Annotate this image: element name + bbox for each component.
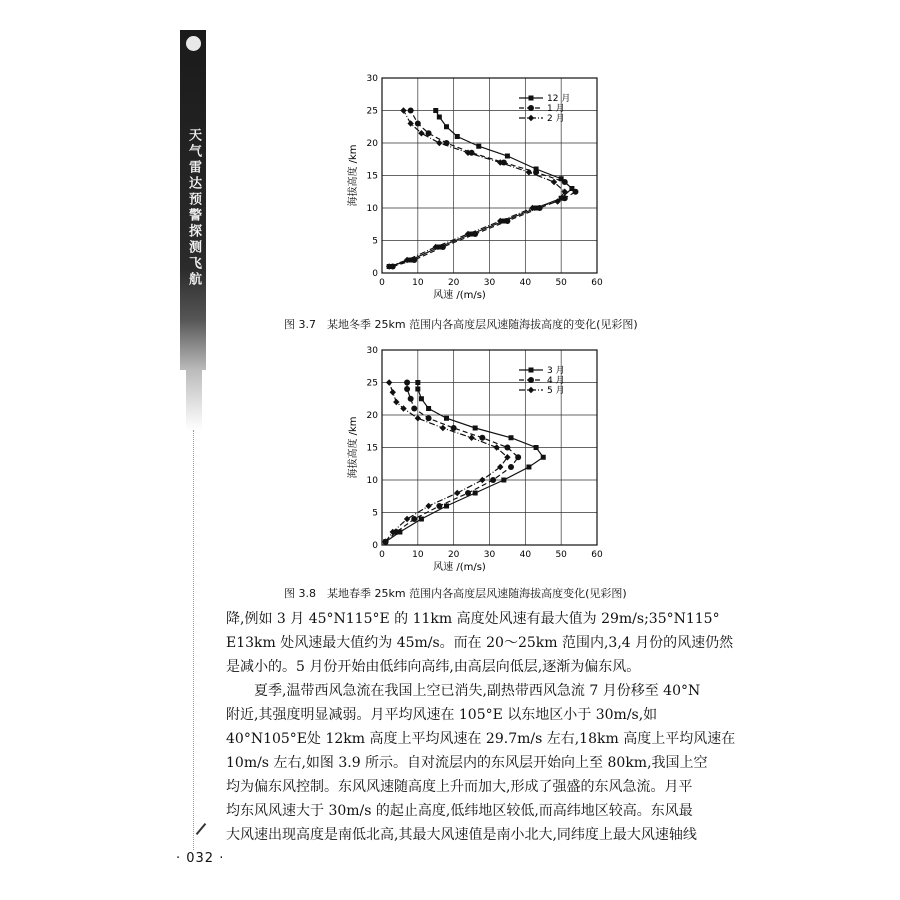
data-point bbox=[400, 107, 406, 113]
x-tick-label: 60 bbox=[591, 278, 603, 288]
chart-svg bbox=[340, 342, 620, 582]
y-tick-label: 30 bbox=[366, 346, 378, 356]
publisher-logo-icon bbox=[186, 36, 201, 51]
legend-label: 5 月 bbox=[547, 386, 565, 396]
data-point bbox=[404, 516, 410, 522]
x-tick-label: 0 bbox=[379, 550, 385, 560]
data-point bbox=[415, 387, 420, 392]
data-point bbox=[444, 124, 449, 129]
data-point bbox=[562, 195, 568, 201]
data-point bbox=[451, 425, 457, 431]
data-point bbox=[573, 189, 579, 195]
data-point bbox=[529, 96, 534, 101]
figure-3-7-chart bbox=[340, 70, 620, 310]
data-point bbox=[408, 396, 414, 402]
body-line: 夏季,温带西风急流在我国上空已消失,副热带西风急流 7 月份移至 40°N bbox=[254, 683, 701, 699]
body-line: 均为偏东风控制。东风风速随高度上升而加大,形成了强盛的东风急流。月平 bbox=[226, 779, 693, 795]
legend-label: 1 月 bbox=[547, 104, 565, 114]
data-point bbox=[404, 386, 410, 392]
data-point bbox=[390, 389, 396, 395]
data-point bbox=[415, 380, 420, 385]
figure-3-8-chart bbox=[340, 342, 620, 582]
data-point bbox=[505, 154, 510, 159]
body-line: 10m/s 左右,如图 3.9 所示。自对流层内的东风层开始向上至 80km,我国上空 bbox=[226, 755, 708, 771]
data-point bbox=[473, 426, 478, 431]
x-tick-label: 0 bbox=[379, 278, 385, 288]
data-point bbox=[436, 503, 442, 509]
series-group bbox=[383, 380, 522, 545]
x-tick-label: 20 bbox=[447, 550, 460, 560]
page-number: · 032 · bbox=[176, 851, 225, 866]
series-group bbox=[386, 107, 568, 269]
data-point bbox=[508, 464, 514, 470]
data-point bbox=[437, 115, 442, 120]
book-series-title: 天气雷达预警探测飞航 bbox=[186, 128, 201, 288]
body-line: E13km 处风速最大值约为 45m/s。而在 20～25km 范围内,3,4 月份的风速仍然 bbox=[226, 635, 734, 651]
data-point bbox=[440, 425, 446, 431]
data-point bbox=[490, 477, 496, 483]
legend-label: 12 月 bbox=[547, 94, 571, 104]
y-tick-label: 10 bbox=[366, 204, 378, 214]
corner-mark bbox=[196, 823, 207, 835]
data-point bbox=[515, 454, 521, 460]
x-tick-label: 10 bbox=[412, 550, 424, 560]
data-point bbox=[501, 478, 506, 483]
y-tick-label: 25 bbox=[366, 378, 378, 389]
legend-label: 3 月 bbox=[547, 366, 565, 376]
y-tick-label: 5 bbox=[372, 508, 378, 519]
data-point bbox=[419, 517, 424, 522]
x-tick-label: 50 bbox=[555, 550, 567, 560]
data-point bbox=[479, 477, 485, 483]
data-point bbox=[465, 490, 471, 496]
x-tick-label: 50 bbox=[555, 278, 567, 288]
x-tick-label: 60 bbox=[591, 550, 603, 560]
series-line bbox=[389, 111, 565, 267]
series-line bbox=[389, 111, 572, 267]
data-point bbox=[444, 504, 449, 509]
figure-3-8-caption: 图 3.8 某地春季 25km 范围内各高度层风速随海拔高度变化(见彩图) bbox=[284, 587, 627, 600]
data-point bbox=[551, 179, 557, 185]
data-point bbox=[529, 368, 534, 373]
data-point bbox=[426, 406, 431, 411]
x-tick-label: 30 bbox=[483, 278, 496, 288]
x-tick-label: 40 bbox=[519, 550, 532, 560]
data-point bbox=[386, 379, 392, 385]
x-tick-label: 30 bbox=[483, 550, 496, 560]
data-point bbox=[411, 516, 417, 522]
legend-label: 4 月 bbox=[547, 376, 565, 386]
data-point bbox=[504, 445, 510, 451]
y-tick-label: 0 bbox=[372, 269, 378, 279]
x-tick-label: 10 bbox=[412, 278, 424, 288]
data-point bbox=[479, 435, 485, 441]
y-tick-label: 0 bbox=[372, 541, 378, 551]
data-point bbox=[526, 465, 531, 470]
data-point bbox=[509, 435, 514, 440]
data-point bbox=[436, 140, 442, 146]
data-point bbox=[528, 377, 534, 383]
data-point bbox=[468, 435, 474, 441]
x-tick-label: 20 bbox=[447, 278, 460, 288]
data-point bbox=[419, 396, 424, 401]
series-group bbox=[382, 379, 510, 545]
body-line: 降,例如 3 月 45°N115°E 的 11km 高度处风速有最大值为 29m/s;35°N115° bbox=[226, 611, 720, 627]
y-tick-label: 10 bbox=[366, 476, 378, 486]
data-point bbox=[493, 444, 499, 450]
series-group bbox=[387, 108, 575, 269]
y-tick-label: 30 bbox=[366, 74, 378, 84]
data-point bbox=[393, 399, 399, 405]
data-point bbox=[433, 108, 438, 113]
margin-dotted-line bbox=[193, 430, 194, 850]
data-point bbox=[444, 416, 449, 421]
body-line: 40°N105°E处 12km 高度上平均风速在 29.7m/s 左右,18km 高度上平均风速在 bbox=[226, 731, 736, 747]
data-point bbox=[528, 115, 534, 121]
y-axis-title: 海拔高度 /km bbox=[348, 416, 359, 479]
data-point bbox=[454, 490, 460, 496]
body-line: 附近,其强度明显减弱。月平均风速在 105°E 以东地区小于 30m/s,如 bbox=[226, 707, 658, 723]
data-point bbox=[528, 387, 534, 393]
data-point bbox=[562, 179, 568, 185]
data-point bbox=[541, 455, 546, 460]
data-point bbox=[415, 415, 421, 421]
chart-svg bbox=[340, 70, 620, 310]
data-point bbox=[426, 415, 432, 421]
data-point bbox=[415, 121, 421, 127]
data-point bbox=[455, 134, 460, 139]
data-point bbox=[528, 105, 534, 111]
y-tick-label: 20 bbox=[366, 411, 378, 421]
data-point bbox=[473, 491, 478, 496]
body-line: 均东风风速大于 30m/s 的起止高度,低纬地区较低,而高纬地区较高。东风最 bbox=[226, 803, 693, 819]
x-tick-label: 40 bbox=[519, 278, 532, 288]
y-axis-title: 海拔高度 /km bbox=[348, 144, 359, 207]
data-point bbox=[534, 445, 539, 450]
y-tick-label: 15 bbox=[366, 443, 378, 454]
data-point bbox=[476, 144, 481, 149]
figure-3-7-caption: 图 3.7 某地冬季 25km 范围内各高度层风速随海拔高度的变化(见彩图) bbox=[284, 318, 638, 331]
body-line: 是减小的。5 月份开始由低纬向高纬,由高层向低层,逐渐为偏东风。 bbox=[226, 659, 641, 675]
data-point bbox=[411, 406, 417, 412]
data-point bbox=[404, 380, 410, 386]
data-point bbox=[408, 108, 414, 114]
legend-label: 2 月 bbox=[547, 114, 565, 124]
data-point bbox=[425, 503, 431, 509]
y-tick-label: 5 bbox=[372, 236, 378, 247]
y-tick-label: 20 bbox=[366, 139, 378, 149]
spine-fade bbox=[186, 370, 202, 430]
x-axis-title: 风速 /(m/s) bbox=[433, 562, 486, 573]
x-axis-title: 风速 /(m/s) bbox=[433, 290, 486, 301]
y-tick-label: 25 bbox=[366, 106, 378, 117]
y-tick-label: 15 bbox=[366, 171, 378, 182]
body-line: 大风速出现高度是南低北高,其最大风速值是南小北大,同纬度上最大风速轴线 bbox=[226, 827, 697, 843]
